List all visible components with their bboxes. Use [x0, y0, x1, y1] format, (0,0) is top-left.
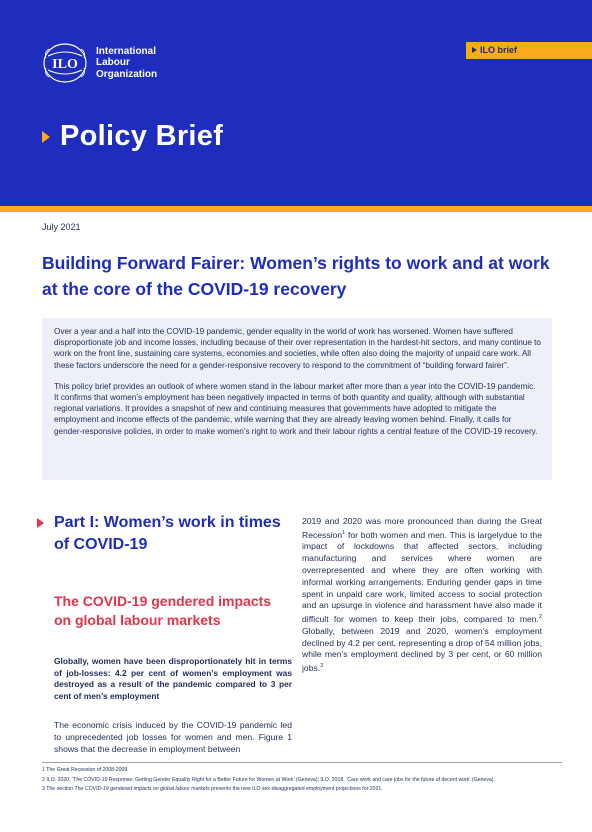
- arrow-right-icon: [472, 47, 477, 53]
- subsection-heading: The COVID-19 gendered impacts on global labour markets: [54, 593, 272, 628]
- org-name-line: Organization: [96, 68, 158, 80]
- footnote-text: 3 The section: [42, 786, 75, 792]
- badge-label: ILO brief: [480, 45, 518, 55]
- left-column: [54, 512, 292, 755]
- logo-letters: ILO: [52, 57, 78, 72]
- body-paragraph: The economic crisis induced by the COVID-19 pandemic led to unprecedented job losses for women and men. Figure 1 shows that the decrease in employment between: [54, 720, 292, 754]
- document-title: Building Forward Fairer: Women’s rights to work and at work at the core of the COVID-19 recovery: [42, 253, 550, 299]
- summary-paragraph: This policy brief provides an outlook of where women stand in the labour market after more than a year into the COVID-19 pandemic. It confirms that women’s employment has been negatively impacted in terms of both quantity and quality, although with substantial regional variations. It provides a snapshot of new and continuing measures that governments have adopted to mitigate the employment and income effects of the pandemic, while warning that they are already leaving women behind. Finally, it calls for gender-responsive policies, in order to make women’s right to work and their labour rights a central feature of the COVID-19 recovery.: [54, 381, 538, 436]
- summary-paragraph: Over a year and a half into the COVID-19 pandemic, gender equality in the world of work has worsened. Women have suffered disproportionate job and income losses, including because of their over representation in the hardest-hit sectors, and many continue to work on the front line, sustaining care systems, economies and societies, while often also doing the majority of unpaid care work. All these factors underscore the need for a gender-responsive recovery to respond to the commitment of “building forward fairer”.: [54, 327, 541, 370]
- body-paragraph: [302, 516, 542, 675]
- section-heading: [37, 512, 292, 556]
- header-banner: [0, 0, 592, 206]
- footnote-section-title: The COVID-19 gendered impacts on global labour markets: [74, 786, 210, 792]
- body-text-run: Globally, between 2019 and 2020, women’s employment declined by 4.2 per cent, representing a drop of 54 million jobs, while men’s employment declined by 3 per cent, or 60 million jobs.: [302, 625, 542, 674]
- ilo-brief-badge: [466, 42, 592, 59]
- arrow-right-icon: [37, 518, 44, 528]
- body-text-run: for both women and men. This is largelydue to the impact of lockdowns that affected sectors, including manufacturing and services where women are overrepresented and where they are often working with informal working arrangements. Enduring gender gaps in time spent in unpaid care work, limited access to social protection and an upsurge in violence and harassment have also made it difficult for women to keep their jobs, compared to men.: [302, 529, 542, 625]
- arrow-right-icon: [42, 131, 50, 143]
- lead-paragraph: Globally, women have been disproportionately hit in terms of job-losses: 4.2 per cent of women’s employment was destroyed as a result of the pandemic compared to 3 per cent of men’s employment: [54, 656, 292, 701]
- org-name-line: Labour: [96, 57, 130, 69]
- header-divider: [0, 206, 592, 212]
- footnote: 1 The Great Recession of 2008-2009.: [42, 767, 129, 773]
- page-title: Policy Brief: [60, 120, 224, 152]
- section-heading-text: Part I: Women’s work in times of COVID-19: [54, 514, 281, 553]
- footnote-ref[interactable]: 2: [538, 614, 542, 621]
- footnote-ref[interactable]: 3: [320, 663, 324, 670]
- footnote-ref[interactable]: 1: [342, 529, 346, 536]
- right-column: [302, 516, 542, 675]
- summary-box: [42, 318, 552, 480]
- footnote: [42, 785, 562, 795]
- org-name-line: International: [96, 45, 157, 57]
- ilo-logo[interactable]: [42, 42, 157, 84]
- organization-name: [96, 46, 157, 81]
- ilo-globe-logo-icon: [42, 42, 88, 84]
- publication-type: [42, 120, 223, 153]
- footnote: 2 ILO. 2020. ‘The COVID-19 Response: Getting Gender Equality Right for a Better Future for Women at Work’ (Geneva); ILO. 2018. ‘Care work and care jobs for the future of decent work’ (Geneva).: [42, 776, 495, 783]
- footnote-text: presents the new ILO sex-disaggregated employment projections for 2021.: [209, 786, 383, 792]
- publication-date: July 2021: [42, 222, 81, 232]
- body-text-run: 2019 and 2020 was more pronounced than during the Great Recession: [302, 516, 542, 540]
- footnotes: [42, 762, 562, 795]
